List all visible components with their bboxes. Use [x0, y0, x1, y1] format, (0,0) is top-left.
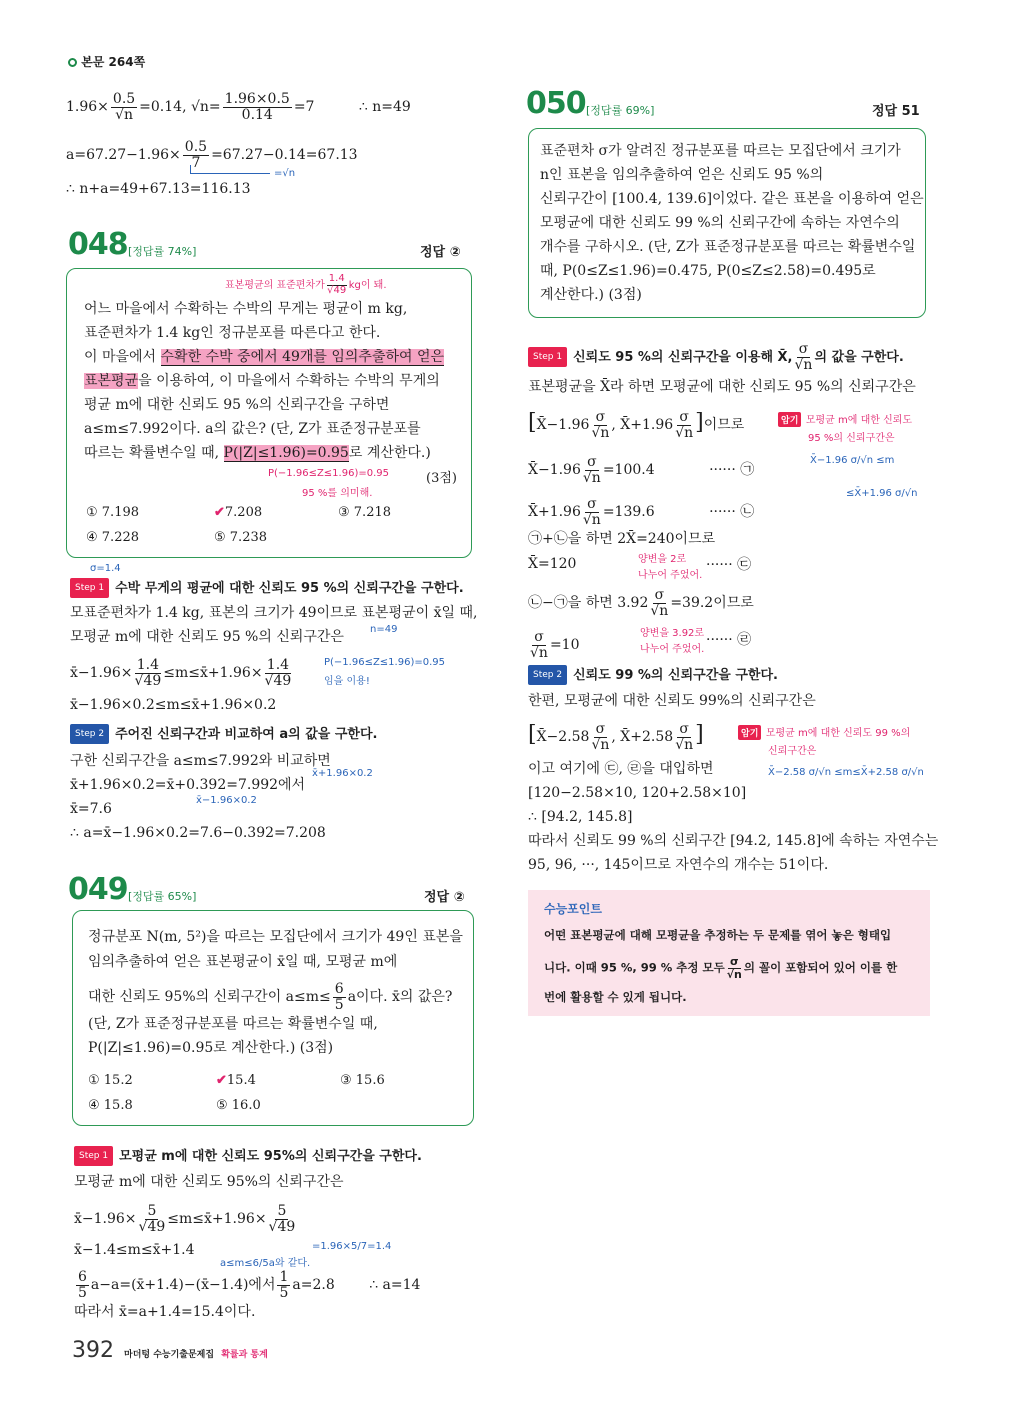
prev-line-2: a=67.27−1.96× $\frac{0.5}{7}$ =67.27−0.14=67.13 — [66, 139, 358, 171]
q050-s1-l1: 표본평균을 X̄라 하면 모평균에 대한 신뢰도 95 %의 신뢰구간은 — [528, 379, 916, 395]
q048-s2-l3: x̄=7.6 — [70, 801, 112, 817]
book-title: 마더텅 수능기출문제집 확률과 통계 — [124, 1350, 268, 1360]
q050-f4: ㉠+㉡을 하면 2X̄=240이므로 — [528, 531, 716, 547]
check-icon: ✔ — [216, 1073, 227, 1088]
q049-p4: (단, Z가 표준정규분포를 따르는 확률변수일 때, — [88, 1016, 378, 1032]
q050-s2-l1: 한편, 모평균에 대한 신뢰도 99%의 신뢰구간은 — [528, 693, 816, 709]
q050-step1: Step 1 신뢰도 95 %의 신뢰구간을 이용해 X̄, $\frac{\sigma}{√n}$ 의 값을 구한다. — [528, 342, 904, 372]
amgi1c: X̄−1.96 σ/√n ≤m — [810, 455, 895, 466]
amgi-box-1: 암기 모평균 m에 대한 신뢰도 — [778, 411, 912, 427]
q048-s2-note2: x̄−1.96×0.2 — [196, 795, 257, 806]
rate-048: [정답률 74%] — [128, 245, 197, 258]
q050-f2: X̄−1.96 $\frac{\sigma}{√n}$ =100.4 ······ ㉠ — [528, 454, 755, 486]
q049-p1: 정규분포 N(m, 5²)을 따르는 모집단에서 크기가 49인 표본을 — [88, 929, 463, 945]
point-1: 어떤 표본평균에 대해 모평균을 추정하는 두 문제를 엮어 놓은 형태입 — [544, 928, 892, 942]
prev-line-3: ∴ n+a=49+67.13=116.13 — [66, 181, 251, 197]
q048-p2: 표준편차가 1.4 kg인 정규분포를 따른다고 한다. — [84, 325, 381, 341]
q050-g1: [X̄−2.58 $\frac{\sigma}{√n}$ , X̄+2.58 $\frac{\sigma}{√n}$ ] — [528, 721, 704, 753]
amgi-box-2: 암기 모평균 m에 대한 신뢰도 99 %의 — [738, 724, 910, 740]
answer-048: 정답 ② — [420, 245, 461, 260]
f5note2: 나누어 주었어. — [638, 570, 703, 581]
f7note2: 나누어 주었어. — [640, 644, 705, 655]
q049-f2: x̄−1.4≤m≤x̄+1.4 — [74, 1242, 195, 1258]
note-048-bot1: P(−1.96≤Z≤1.96)=0.95 — [268, 468, 389, 479]
q049-note2: a≤m≤6/5a와 같다. — [220, 1258, 311, 1269]
q050-g6: 95, 96, ···, 145이므로 자연수의 개수는 51이다. — [528, 857, 829, 873]
q050-f7: $\frac{\sigma}{√n}$ =10 — [530, 629, 580, 661]
q050-p4: 모평균에 대한 신뢰도 99 %의 신뢰구간에 속하는 자연수의 — [540, 215, 900, 231]
section-ref: 본문 264쪽 — [68, 53, 145, 70]
n-note: n=49 — [370, 624, 398, 635]
amgi2b: 신뢰구간은 — [768, 746, 817, 757]
point-3: 번에 활용할 수 있게 됩니다. — [544, 990, 687, 1004]
q048-s2-l2: x̄+1.96×0.2=x̄+0.392=7.992에서 — [70, 777, 306, 793]
q048-s2-note1: x̄+1.96×0.2 — [312, 768, 373, 779]
choice-049-4[interactable]: ④ 15.8 — [88, 1098, 133, 1113]
q050-f1: [X̄−1.96 $\frac{\sigma}{√n}$ , X̄+1.96 $\frac{\sigma}{√n}$ ]이므로 — [528, 409, 745, 441]
q048-p6: a≤m≤7.992이다. a의 값은? (단, Z가 표준정규분포를 — [84, 421, 421, 437]
q050-p7: 계산한다.) (3점) — [540, 287, 642, 303]
q049-p2: 임의추출하여 얻은 표본평균이 x̄일 때, 모평균 m에 — [88, 954, 398, 970]
q050-g3: [120−2.58×10, 120+2.58×10] — [528, 785, 747, 801]
q049-step1: Step 1 모평균 m에 대한 신뢰도 95%의 신뢰구간을 구한다. — [74, 1146, 422, 1166]
rate-050: [정답률 69%] — [586, 104, 655, 117]
question-number-050: 050 — [526, 86, 586, 121]
f5note1: 양변을 2로 — [638, 554, 687, 565]
choice-049-2[interactable]: ✔15.4 — [216, 1073, 256, 1088]
amgi2c: X̄−2.58 σ/√n ≤m≤X̄+2.58 σ/√n — [768, 767, 924, 778]
q049-s1-l1: 모평균 m에 대한 신뢰도 95%의 신뢰구간은 — [74, 1174, 344, 1190]
amgi1d: ≤X̄+1.96 σ/√n — [846, 488, 918, 499]
q048-s1-l2: 모평균 m에 대한 신뢰도 95 %의 신뢰구간은 — [70, 629, 344, 645]
choice-048-4[interactable]: ④ 7.228 — [86, 530, 140, 545]
q049-f3: $\frac{6}{5}$ a−a=(x̄+1.4)−(x̄−1.4)에서 $\frac{1}{5}$ a=2.8 ∴ a=14 — [78, 1269, 421, 1301]
q049-f4: 따라서 x̄=a+1.4=15.4이다. — [74, 1304, 256, 1320]
q048-p7: 따르는 확률변수일 때, P(|Z|≤1.96)=0.95로 계산한다.) — [84, 445, 431, 461]
choice-048-5[interactable]: ⑤ 7.238 — [214, 530, 268, 545]
q048-s1-note2: 임을 이용! — [324, 676, 370, 687]
q048-p4: 표본평균을 이용하여, 이 마을에서 수확하는 수박의 무게의 — [84, 373, 440, 389]
q050-g4: ∴ [94.2, 145.8] — [528, 809, 633, 825]
q050-g5: 따라서 신뢰도 99 %의 신뢰구간 [94.2, 145.8]에 속하는 자연수는 — [528, 833, 939, 849]
point-title: 수능포인트 — [544, 902, 602, 916]
choice-049-5[interactable]: ⑤ 16.0 — [216, 1098, 261, 1113]
f7c: ······ ㉣ — [706, 632, 752, 648]
q050-p2: n인 표본을 임의추출하여 얻은 신뢰도 95 %의 — [540, 167, 824, 183]
q050-p1: 표준편차 σ가 알려진 정규분포를 따르는 모집단에서 크기가 — [540, 143, 901, 159]
q048-s1-f2: x̄−1.96×0.2≤m≤x̄+1.96×0.2 — [70, 697, 277, 713]
choice-049-1[interactable]: ① 15.2 — [88, 1073, 133, 1088]
q050-p5: 개수를 구하시오. (단, Z가 표준정규분포를 따르는 확률변수일 — [540, 239, 916, 255]
question-number-048: 048 — [68, 227, 128, 262]
q049-p5: P(|Z|≤1.96)=0.95로 계산한다.) (3점) — [88, 1040, 334, 1056]
q049-p3: 대한 신뢰도 95%의 신뢰구간이 a≤m≤ $\frac{6}{5}$ a이다. x̄의 값은? — [88, 981, 453, 1013]
q050-g2: 이고 여기에 ㉢, ㉣을 대입하면 — [528, 761, 714, 777]
q048-s1-f1: x̄−1.96× $\frac{1.4}{√49}$ ≤m≤x̄+1.96× $\frac{1.4}{√49}$ — [70, 657, 292, 689]
points-048: (3점) — [426, 471, 457, 486]
question-number-049: 049 — [68, 872, 128, 907]
q048-p5: 평균 m에 대한 신뢰도 95 %의 신뢰구간을 구하면 — [84, 397, 390, 413]
q050-f6: ㉡−㉠을 하면 3.92 $\frac{\sigma}{√n}$ =39.2이므로 — [528, 587, 754, 619]
q048-s1-l1: 모표준편차가 1.4 kg, 표본의 크기가 49이므로 표본평균이 x̄일 때, — [70, 605, 478, 621]
q050-p3: 신뢰구간이 [100.4, 139.6]이었다. 같은 표본을 이용하여 얻은 — [540, 191, 924, 207]
q048-step2: Step 2 주어진 신뢰구간과 비교하여 a의 값을 구한다. — [70, 724, 377, 744]
q048-s1-note1: P(−1.96≤Z≤1.96)=0.95 — [324, 657, 445, 668]
sigma-note: σ=1.4 — [90, 563, 121, 574]
f5c: ······ ㉢ — [706, 557, 752, 573]
note-048-top: 표본평균의 표준편차가 $\frac{1.4}{√49}$ kg이 돼. — [225, 273, 387, 296]
note-048-bot2: 95 %를 의미해. — [302, 488, 373, 499]
prev-line-1: 1.96× $\frac{0.5}{√n}$ =0.14, √n= $\frac{1.96\times 0.5}{0.14}$ =7 ∴ n=49 — [66, 91, 411, 123]
q048-p3: 이 마을에서 수확한 수박 중에서 49개를 임의추출하여 얻은 — [84, 349, 445, 365]
q049-note1: =1.96×5/7=1.4 — [312, 1241, 392, 1252]
prev-note: =√n — [274, 168, 296, 179]
q049-f1: x̄−1.96× $\frac{5}{√49}$ ≤m≤x̄+1.96× $\frac{5}{√49}$ — [74, 1203, 296, 1235]
f7note1: 양변을 3.92로 — [640, 628, 705, 639]
q050-p6: 때, P(0≤Z≤1.96)=0.475, P(0≤Z≤2.58)=0.495로 — [540, 263, 876, 279]
answer-050: 정답 51 — [872, 104, 920, 119]
choice-048-1[interactable]: ① 7.198 — [86, 505, 140, 520]
rate-049: [정답률 65%] — [128, 890, 197, 903]
q050-step2: Step 2 신뢰도 99 %의 신뢰구간을 구한다. — [528, 665, 778, 685]
q050-f5: X̄=120 — [528, 556, 577, 572]
q048-p1: 어느 마을에서 수확하는 수박의 무게는 평균이 m kg, — [84, 301, 408, 317]
choice-048-3[interactable]: ③ 7.218 — [338, 505, 392, 520]
circle-icon — [68, 58, 77, 67]
choice-048-2[interactable]: ✔7.208 — [214, 505, 263, 520]
q048-s2-l1: 구한 신뢰구간을 a≤m≤7.992와 비교하면 — [70, 753, 331, 769]
page-number: 392 — [72, 1338, 114, 1363]
check-icon: ✔ — [214, 505, 225, 520]
q048-s2-l4: ∴ a=x̄−1.96×0.2=7.6−0.392=7.208 — [70, 825, 326, 841]
q048-step1: Step 1 수박 무게의 평균에 대한 신뢰도 95 %의 신뢰구간을 구한다. — [70, 578, 464, 598]
point-2: 니다. 이때 95 %, 99 % 추정 모두 $\frac{\sigma}{√n}$ 의 꼴이 포함되어 있어 이를 한 — [544, 955, 898, 981]
amgi1b: 95 %의 신뢰구간은 — [808, 433, 895, 444]
choice-049-3[interactable]: ③ 15.6 — [340, 1073, 385, 1088]
answer-049: 정답 ② — [424, 890, 465, 905]
q050-f3: X̄+1.96 $\frac{\sigma}{√n}$ =139.6 ······ ㉡ — [528, 496, 755, 528]
